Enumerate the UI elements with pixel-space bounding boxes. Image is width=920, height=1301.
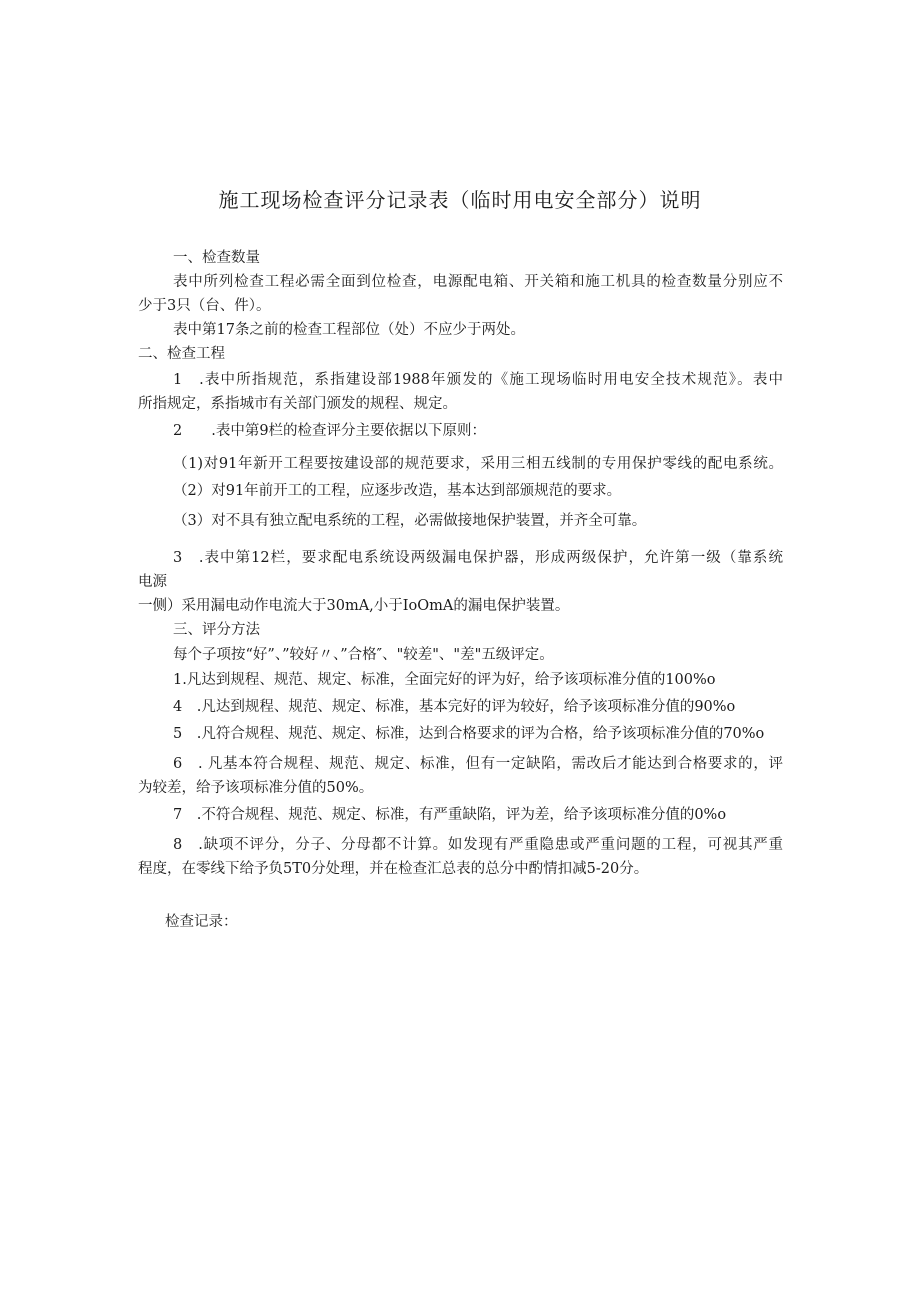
list-item: 6 . 凡基本符合规程、规范、规定、标准，但有一定缺陷，需改后才能达到合格要求的，评: [173, 756, 783, 772]
list-item-continuation: 电源: [138, 574, 167, 590]
inspection-record-label: 检查记录：: [165, 914, 238, 930]
list-item: 1.凡达到规程、规范、规定、标准，全面完好的评为好，给予该项标准分值的100%o: [173, 672, 716, 688]
paragraph-line: 表中第17条之前的检查工程部位（处）不应少于两处。: [173, 322, 525, 338]
list-item: 5 .凡符合规程、规范、规定、标准，达到合格要求的评为合格，给予该项标准分值的70%o: [173, 726, 765, 742]
sub-item: （3）对不具有独立配电系统的工程，必需做接地保护装置，并齐全可靠。: [173, 513, 647, 529]
list-item: 7 .不符合规程、规范、规定、标准，有严重缺陷，评为差，给予该项标准分值的0%o: [173, 807, 727, 823]
list-item: 3 .表中第12栏，要求配电系统设两级漏电保护器，形成两级保护，允许第一级（靠系统: [173, 550, 783, 566]
list-item: 1 .表中所指规范，系指建设部1988年颁发的《施工现场临时用电安全技术规范》。表中: [173, 372, 783, 388]
section-heading-inspection-quantity: 一、检查数量: [173, 250, 260, 266]
list-item: 4 .凡达到规程、规范、规定、标准，基本完好的评为较好，给予该项标准分值的90%o: [173, 699, 736, 715]
sub-item: （2）对91年前开工的工程，应逐步改造，基本达到部颁规范的要求。: [173, 483, 622, 499]
sub-item: （1)对91年新开工程要按建设部的规范要求，采用三相五线制的专用保护零线的配电系统。: [173, 456, 783, 472]
list-item: 8 .缺项不评分，分子、分母都不计算。如发现有严重隐患或严重问题的工程，可视其严重: [173, 837, 783, 853]
section-heading-inspection-items: 二、检查工程: [138, 346, 225, 362]
section-heading-scoring-method: 三、评分方法: [173, 622, 260, 638]
list-item-continuation: 程度，在零线下给予负5T0分处理，并在检查汇总表的总分中酌情扣减5-20分。: [138, 861, 649, 877]
paragraph-line: 少于3只（台、件）。: [138, 298, 271, 314]
document-title: 施工现场检查评分记录表（临时用电安全部分）说明: [218, 188, 702, 212]
paragraph-line: 每个子项按“好”、”较好〃、”合格″、"较差"、"差"五级评定。: [173, 647, 554, 663]
list-item-continuation: 一侧）采用漏电动作电流大于30mA,小于IoOmA的漏电保护装置。: [138, 598, 570, 614]
paragraph-line: 表中所列检查工程必需全面到位检查，电源配电箱、开关箱和施工机具的检查数量分别应不: [173, 274, 783, 290]
list-item-continuation: 所指规定，系指城市有关部门颁发的规程、规定。: [138, 396, 457, 412]
list-item: 2 .表中第9栏的检查评分主要依据以下原则：: [173, 423, 487, 439]
list-item-continuation: 为较差，给予该项标准分值的50%。: [138, 780, 374, 796]
